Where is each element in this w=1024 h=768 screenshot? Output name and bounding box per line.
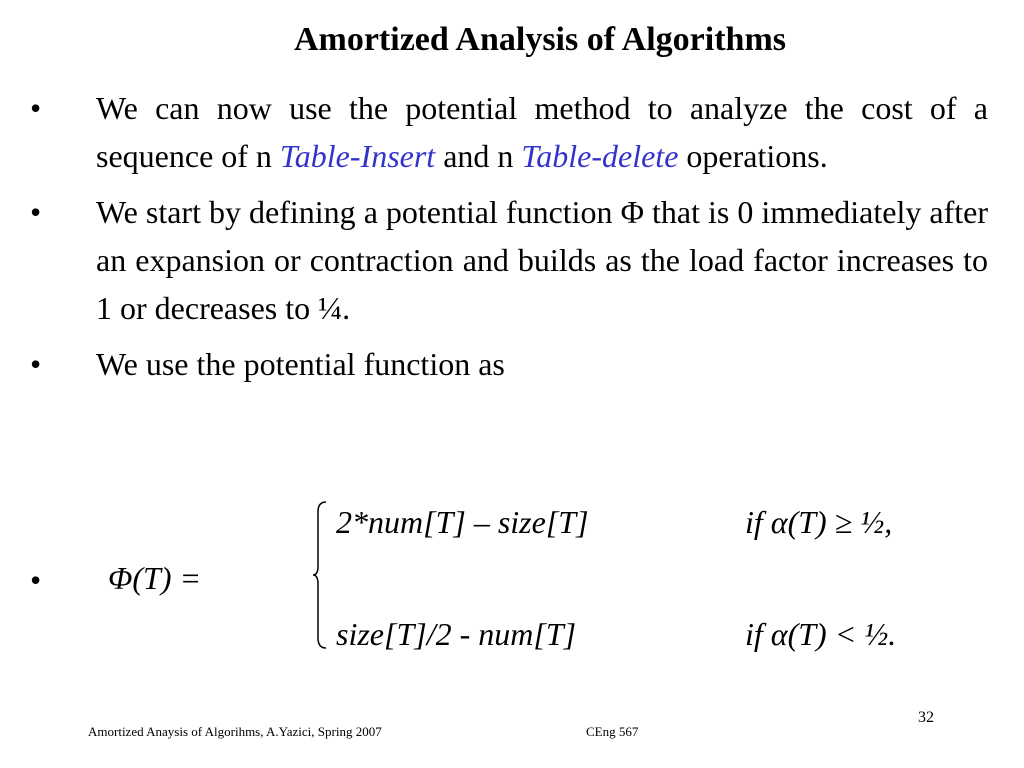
bullet-item xyxy=(30,188,988,332)
footer-course-info: Amortized Anaysis of Algorihms, A.Yazici, Spring 2007 xyxy=(88,724,382,739)
footer-course-code: CEng 567 xyxy=(586,724,639,739)
bullet-marker: • xyxy=(30,90,42,126)
left-brace xyxy=(312,500,328,650)
bullet-text: We start by defining a potential function Φ that is 0 immediately after an expansion or contraction and builds as the load factor increases to 1 or decreases to ¼. xyxy=(96,194,988,326)
page-number: 32 xyxy=(918,709,934,726)
bullet-text: operations. xyxy=(678,138,828,174)
case1-condition: if α(T) ≥ ½, xyxy=(745,504,893,540)
bullet-list xyxy=(30,84,988,396)
bullet-item xyxy=(30,340,988,388)
bullet-marker: • xyxy=(30,194,42,230)
slide-title: Amortized Analysis of Algorithms xyxy=(293,21,787,58)
case2-condition: if α(T) < ½. xyxy=(745,616,897,652)
table-insert-term: Table-Insert xyxy=(279,138,436,174)
case2-expression: size[T]/2 - num[T] xyxy=(336,616,577,652)
bullet-item xyxy=(30,84,988,180)
bullet-text: and n xyxy=(435,138,522,174)
formula-lhs: Φ(T) = xyxy=(108,560,202,596)
bullet-text: We use the potential function as xyxy=(96,346,505,382)
bullet-text: We can now use the potential method to analyze the cost of a sequence of n xyxy=(96,90,988,174)
table-delete-term: Table-delete xyxy=(521,138,679,174)
bullet-marker: • xyxy=(30,346,42,382)
formula-bullet-marker: • xyxy=(30,562,42,598)
case1-expression: 2*num[T] – size[T] xyxy=(336,504,589,540)
